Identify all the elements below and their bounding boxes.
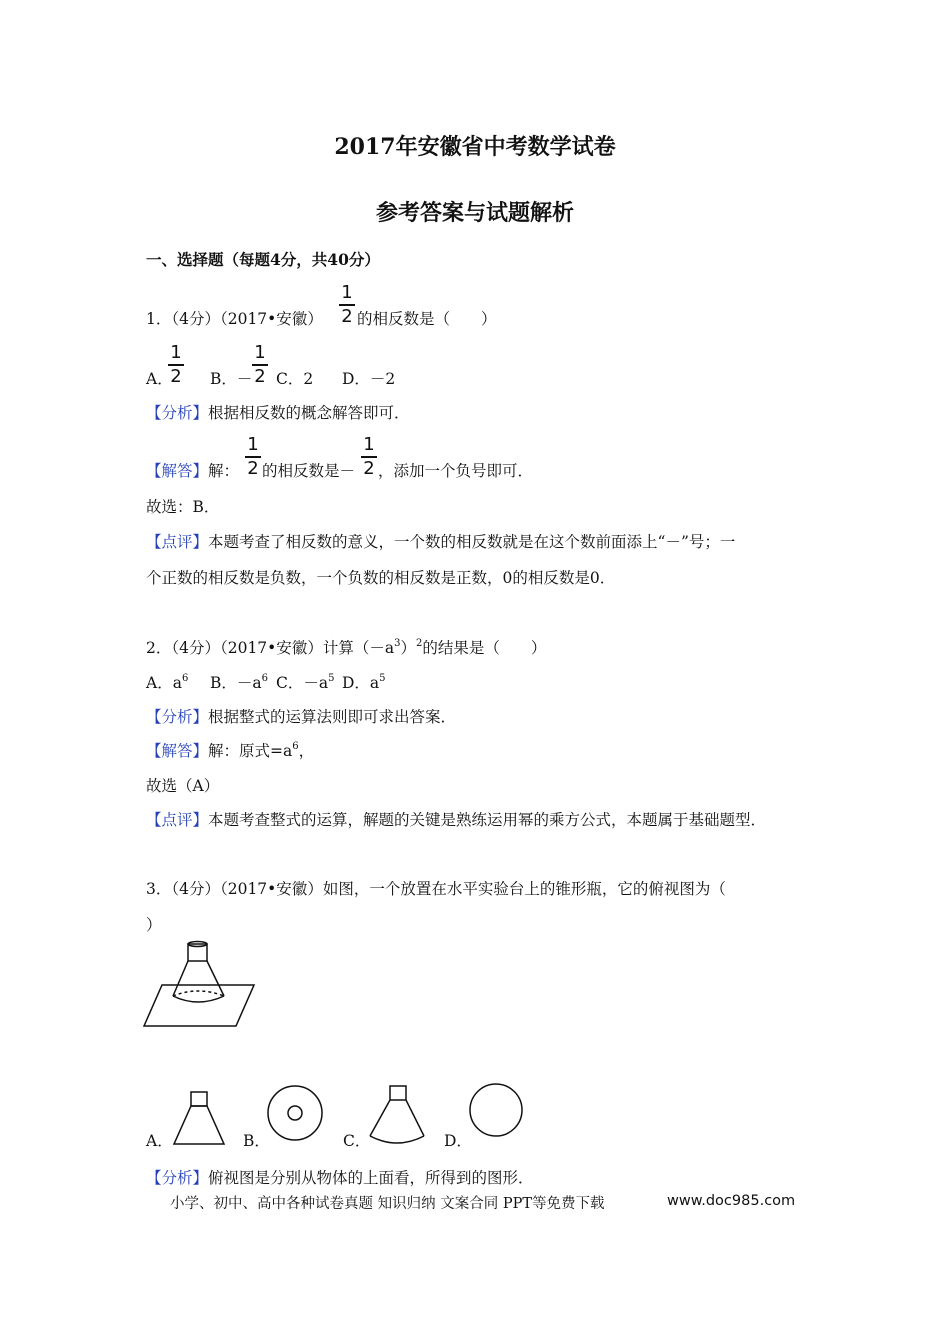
q2-choice: 故选（A） — [146, 777, 220, 795]
q1-option-a-fraction: 1 2 — [168, 343, 184, 387]
q2-solution: 【解答】解：原式$=a^6$， — [146, 741, 315, 760]
q3-option-a: A． — [146, 1132, 173, 1150]
q3-option-c: C． — [343, 1132, 371, 1150]
q1-stem-fraction: 1 2 — [339, 283, 355, 327]
q1-solution-prefix: 【解答】解： — [146, 462, 240, 480]
q2-analysis: 【分析】根据整式的运算法则即可求出答案． — [146, 708, 457, 726]
q1-stem-suffix: 的相反数是（ ） — [357, 310, 497, 328]
q1-option-d: D．－2 — [342, 370, 396, 388]
page-subtitle: 参考答案与试题解析 — [375, 200, 574, 226]
solution-tag: 【解答】 — [146, 462, 209, 480]
option-d-figure — [468, 1082, 526, 1140]
q2-option-c: C．$-a^5$ — [276, 673, 335, 692]
option-b-figure — [266, 1084, 326, 1144]
q3-analysis: 【分析】俯视图是分别从物体的上面看，所得到的图形． — [146, 1169, 534, 1187]
q2-stem: 2．（4分）（2017•安徽）计算$(-a^3)^2$的结果是（ ） — [146, 638, 547, 657]
q1-option-b-fraction: 1 2 — [252, 343, 268, 387]
q1-stem-prefix: 1．（4分）（2017•安徽） — [146, 310, 323, 328]
q1-solution-suffix: ，添加一个负号即可． — [378, 462, 534, 480]
q2-option-b: B．$-a^6$ — [210, 673, 269, 692]
option-a-figure — [170, 1090, 230, 1146]
footer-url[interactable]: www.doc985.com — [667, 1193, 796, 1209]
analysis-tag: 【分析】 — [146, 708, 209, 726]
q3-option-d: D． — [444, 1132, 472, 1150]
q3-stem-line2: ） — [146, 916, 162, 934]
q2-comment: 【点评】本题考查整式的运算，解题的关键是熟练运用幂的乘方公式，本题属于基础题型． — [146, 811, 767, 829]
option-c-figure — [366, 1084, 428, 1148]
flask-on-table-figure — [140, 938, 260, 1033]
q1-solution-fraction-2: 1 2 — [361, 435, 377, 479]
q1-option-b: B．－ — [210, 370, 253, 388]
q2-option-a: A．$a^6$ — [146, 673, 189, 692]
q1-analysis: 【分析】根据相反数的概念解答即可． — [146, 404, 410, 422]
q3-option-b: B． — [243, 1132, 270, 1150]
q1-comment-line2: 个正数的相反数是负数，一个负数的相反数是正数，0的相反数是0． — [146, 569, 616, 587]
q3-stem-line1: 3．（4分）（2017•安徽）如图，一个放置在水平实验台上的锥形瓶，它的俯视图为（ — [146, 880, 726, 898]
q1-option-c: C．2 — [276, 370, 314, 388]
q1-comment-line1: 【点评】本题考查了相反数的意义，一个数的相反数就是在这个数前面添上“－”号；一 — [146, 533, 736, 551]
comment-tag: 【点评】 — [146, 533, 209, 551]
footer-text: 小学、初中、高中各种试卷真题 知识归纳 文案合同 PPT等免费下载 — [170, 1196, 605, 1212]
analysis-tag: 【分析】 — [146, 404, 209, 422]
q1-solution-mid: 的相反数是－ — [262, 462, 356, 480]
q1-choice: 故选：B． — [146, 498, 220, 516]
q2-option-d: D．$a^5$ — [342, 673, 386, 692]
q1-option-a: A． — [146, 370, 173, 388]
section-heading: 一、选择题（每题4分，共40分） — [146, 250, 380, 269]
page-title: 2017年安徽省中考数学试卷 — [334, 134, 616, 160]
q1-solution-fraction-1: 1 2 — [245, 435, 261, 479]
comment-tag: 【点评】 — [146, 811, 209, 829]
solution-tag: 【解答】 — [146, 742, 209, 760]
analysis-tag: 【分析】 — [146, 1169, 209, 1187]
